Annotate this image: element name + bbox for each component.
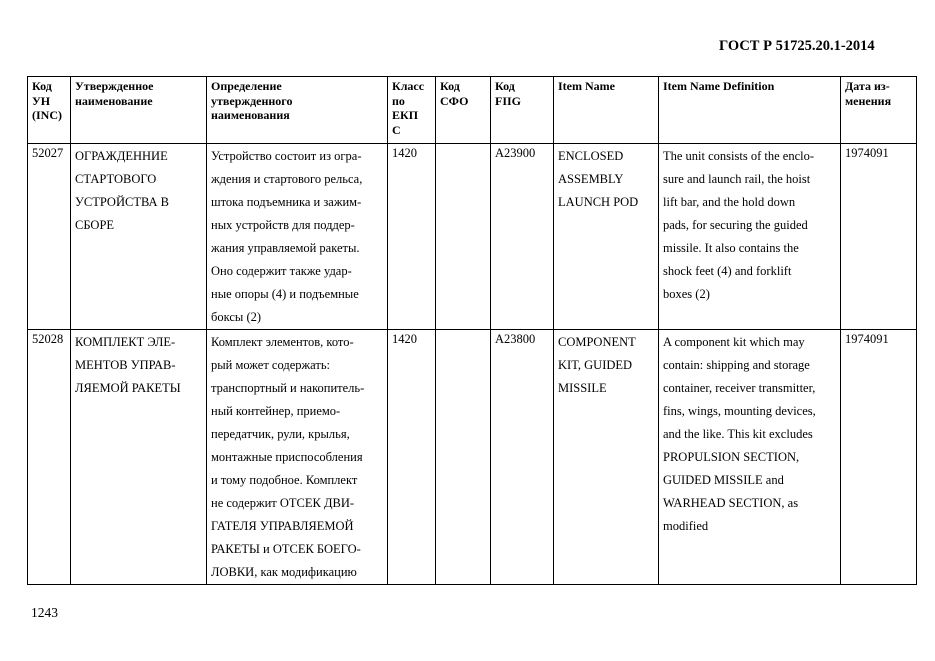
cell-text-line: Комплект элементов, кото- [211, 335, 354, 349]
column-header-line: Item Name [558, 79, 615, 93]
change-date-cell: 1974091 [841, 330, 917, 585]
cell-text-line: WARHEAD SECTION, as [663, 496, 799, 510]
column-header-line: наименования [211, 108, 290, 122]
name-definition-cell [207, 330, 388, 585]
cell-text-line: ГАТЕЛЯ УПРАВЛЯЕМОЙ [211, 519, 354, 533]
cell-text-line: ЛЯЕМОЙ РАКЕТЫ [75, 381, 181, 395]
cell-text-line: sure and launch rail, the hoist [663, 172, 811, 186]
column-header-line: Определение [211, 79, 282, 93]
column-header-line: Код [440, 79, 460, 93]
cell-text-line: ный контейнер, приемо- [211, 404, 341, 418]
catalog-table [27, 76, 917, 585]
column-header-line: Класс [392, 79, 425, 93]
cell-text-line: and the like. This kit excludes [663, 427, 813, 441]
cell-text-line: Оно содержит также удар- [211, 264, 352, 278]
fiig-code-cell: A23900 [491, 144, 554, 330]
cell-text-line: MISSILE [558, 381, 607, 395]
inc-code-cell: 52028 [28, 330, 71, 585]
cell-text-line: lift bar, and the hold down [663, 195, 796, 209]
page-number: 1243 [31, 605, 58, 620]
column-header-line: Утвержденное [75, 79, 154, 93]
cell-text-line: GUIDED MISSILE and [663, 473, 784, 487]
column-header-item-name-definition [659, 77, 841, 144]
column-header-fiig-code [491, 77, 554, 144]
item-name-definition-cell [659, 330, 841, 585]
cell-text-line: Устройство состоит из огра- [211, 149, 362, 163]
change-date-cell: 1974091 [841, 144, 917, 330]
sfo-code-cell [436, 144, 491, 330]
column-header-inc-code [28, 77, 71, 144]
column-header-line: УН [32, 93, 51, 108]
table-row [28, 330, 917, 585]
cell-text-line: УСТРОЙСТВА В [75, 195, 169, 209]
column-header-line: Код [495, 79, 515, 93]
cell-text-line: МЕНТОВ УПРАВ- [75, 358, 176, 372]
cell-text-line: PROPULSION SECTION, [663, 450, 800, 464]
column-header-line: Item Name Definition [663, 79, 775, 93]
cell-text-line: A component kit which may [663, 335, 805, 349]
cell-text-line: не содержит ОТСЕК ДВИ- [211, 496, 355, 510]
table-header-row [28, 77, 917, 144]
column-header-class-ekps [388, 77, 436, 144]
cell-text-line: contain: shipping and storage [663, 358, 810, 372]
item-name-cell [554, 144, 659, 330]
cell-text-line: жания управляемой ракеты. [211, 241, 360, 255]
cell-text-line: The unit consists of the enclo- [663, 149, 815, 163]
cell-text-line: ные опоры (4) и подъемные [211, 287, 359, 301]
class-cell: 1420 [388, 330, 436, 585]
column-header-line: наименование [75, 93, 153, 108]
table-row [28, 144, 917, 330]
cell-text-line: ЛОВКИ, как модификацию [211, 565, 357, 579]
cell-text-line: СТАРТОВОГО [75, 172, 157, 186]
cell-text-line: СБОРЕ [75, 218, 115, 232]
cell-text-line: LAUNCH POD [558, 195, 639, 209]
class-cell: 1420 [388, 144, 436, 330]
column-header-line: менения [845, 93, 892, 108]
item-name-cell [554, 330, 659, 585]
cell-text-line: ждения и стартового рельса, [211, 172, 363, 186]
sfo-code-cell [436, 330, 491, 585]
cell-text-line: рый может содержать: [211, 358, 331, 372]
column-header-line: по [392, 93, 405, 108]
column-header-approved-name [71, 77, 207, 144]
column-header-line: ЕКП [392, 108, 419, 122]
cell-text-line: COMPONENT [558, 335, 636, 349]
cell-text-line: монтажные приспособления [211, 450, 363, 464]
cell-text-line: ENCLOSED [558, 149, 624, 163]
column-header-name-definition [207, 77, 388, 144]
cell-text-line: боксы (2) [211, 310, 262, 324]
column-header-line: (INC) [32, 108, 62, 122]
column-header-line: FIIG [495, 93, 522, 108]
approved-name-cell [71, 144, 207, 330]
name-definition-cell [207, 144, 388, 330]
cell-text-line: ОГРАЖДЕННИЕ [75, 149, 168, 163]
cell-text-line: missile. It also contains the [663, 241, 799, 255]
cell-text-line: ASSEMBLY [558, 172, 624, 186]
cell-text-line: транспортный и накопитель- [211, 381, 365, 395]
approved-name-cell [71, 330, 207, 585]
item-name-definition-cell [659, 144, 841, 330]
column-header-line: С [392, 122, 401, 137]
cell-text-line: передатчик, рули, крылья, [211, 427, 350, 441]
cell-text-line: pads, for securing the guided [663, 218, 808, 232]
cell-text-line: fins, wings, mounting devices, [663, 404, 816, 418]
document-standard-header: ГОСТ Р 51725.20.1-2014 [719, 38, 875, 54]
cell-text-line: штока подъемника и зажим- [211, 195, 362, 209]
cell-text-line: и тому подобное. Комплект [211, 473, 358, 487]
cell-text-line: modified [663, 519, 709, 533]
cell-text-line: КОМПЛЕКТ ЭЛЕ- [75, 335, 176, 349]
cell-text-line: container, receiver transmitter, [663, 381, 816, 395]
cell-text-line: boxes (2) [663, 287, 710, 301]
column-header-line: СФО [440, 93, 469, 108]
cell-text-line: KIT, GUIDED [558, 358, 633, 372]
column-header-change-date [841, 77, 917, 144]
column-header-sfo-code [436, 77, 491, 144]
column-header-line: Дата из- [845, 79, 890, 93]
column-header-line: Код [32, 79, 52, 93]
inc-code-cell: 52027 [28, 144, 71, 330]
column-header-line: утвержденного [211, 93, 293, 108]
cell-text-line: shock feet (4) and forklift [663, 264, 792, 278]
column-header-item-name [554, 77, 659, 144]
fiig-code-cell: A23800 [491, 330, 554, 585]
cell-text-line: ных устройств для поддер- [211, 218, 355, 232]
cell-text-line: РАКЕТЫ и ОТСЕК БОЕГО- [211, 542, 361, 556]
